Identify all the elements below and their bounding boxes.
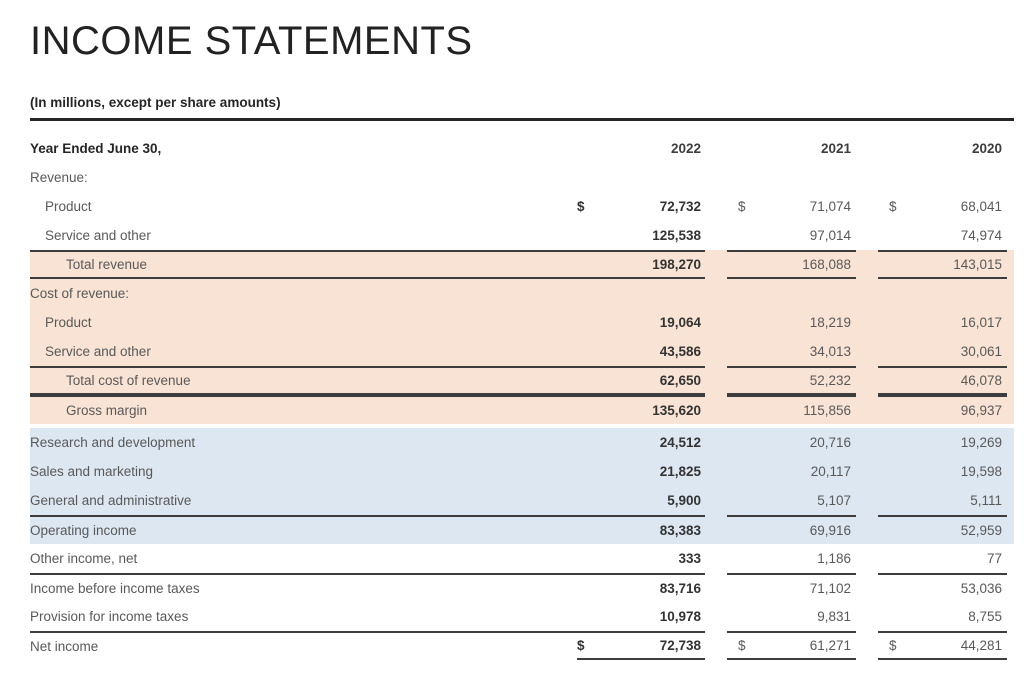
value-2022: 5,900 [667, 493, 701, 508]
row-label: Provision for income taxes [30, 609, 189, 624]
page-title: INCOME STATEMENTS [30, 19, 473, 63]
table-row [30, 457, 1014, 486]
row-label: Service and other [45, 344, 151, 359]
table-header-row [30, 134, 1014, 163]
header-rule [30, 118, 1014, 121]
value-2021: 69,916 [727, 515, 856, 544]
table-row [30, 337, 1014, 366]
table-body [30, 163, 1014, 660]
value-2022: 43,586 [659, 344, 701, 359]
value-2021: 20,117 [810, 464, 851, 479]
value-2021: 9,831 [817, 609, 851, 624]
value-2020: 19,598 [960, 464, 1002, 479]
table-row [30, 515, 1014, 544]
units-note: (In millions, except per share amounts) [30, 95, 281, 110]
value-2021: 20,716 [809, 435, 851, 450]
row-label: Net income [30, 639, 99, 654]
value-2022: 19,064 [659, 315, 701, 330]
table-row [30, 250, 1014, 279]
dollar-sign: $ [738, 638, 746, 653]
value-2020: 5,111 [970, 493, 1002, 508]
value-2022: 83,716 [659, 581, 701, 596]
table-row [30, 163, 1014, 192]
value-2022: 198,270 [652, 257, 701, 272]
dollar-sign: $ [889, 199, 897, 214]
value-2020: $ 44,281 [878, 631, 1007, 660]
row-label: Total cost of revenue [66, 373, 191, 388]
dollar-sign: $ [738, 199, 746, 214]
value-2021 [727, 163, 856, 192]
table-row [30, 602, 1014, 631]
value-2020: 74,974 [960, 228, 1002, 243]
value-2022: 10,978 [659, 609, 701, 624]
row-label: Other income, net [30, 551, 138, 566]
row-label: Total revenue [66, 257, 148, 272]
value-2022: 333 [678, 551, 701, 566]
value-2022: $ 72,732 [577, 199, 701, 214]
value-2022: 83,383 [659, 523, 701, 538]
value-2020: 30,061 [960, 344, 1002, 359]
row-label: Income before income taxes [30, 581, 200, 596]
table-row [30, 279, 1014, 308]
value-2021: $ 61,271 [727, 631, 856, 660]
table-header-label: Year Ended June 30, [30, 141, 162, 156]
row-label: Product [45, 199, 92, 214]
value-2020: 143,015 [878, 250, 1007, 279]
value-2020: 53,036 [878, 573, 1007, 602]
table-row [30, 631, 1014, 660]
value-2022 [577, 163, 705, 192]
row-label: Gross margin [66, 403, 148, 418]
value-2020: 16,017 [960, 315, 1002, 330]
value-2021: 168,088 [727, 250, 856, 279]
value-2020: 8,755 [968, 609, 1002, 624]
row-label: Cost of revenue: [30, 286, 130, 301]
value-2022: $ 72,738 [577, 633, 705, 660]
row-label: Service and other [45, 228, 151, 243]
value-2020: $ 68,041 [889, 199, 1002, 214]
value-2020: 46,078 [878, 366, 1007, 395]
value-2022: 125,538 [652, 228, 701, 243]
value-2022: 21,825 [659, 464, 701, 479]
table-row [30, 192, 1014, 221]
row-label: Product [45, 315, 92, 330]
value-2021: 71,102 [727, 573, 856, 602]
dollar-sign: $ [577, 199, 585, 214]
value-2022: 62,650 [659, 373, 701, 388]
value-2020: 96,937 [878, 395, 1007, 424]
table-row [30, 308, 1014, 337]
value-2021: 1,186 [817, 551, 851, 566]
year-column-2020: 2020 [971, 141, 1002, 156]
row-label: Revenue: [30, 170, 88, 185]
income-statement-table [30, 134, 1014, 660]
value-2020 [878, 163, 1007, 192]
value-2020: 52,959 [878, 515, 1007, 544]
value-2021 [727, 279, 856, 308]
year-column-2021: 2021 [820, 141, 851, 156]
table-row [30, 428, 1014, 457]
row-label: Research and development [30, 435, 196, 450]
dollar-sign: $ [889, 638, 897, 653]
value-2022: 135,620 [652, 403, 701, 418]
table-row [30, 221, 1014, 250]
value-2020: 77 [986, 551, 1002, 566]
table-row [30, 544, 1014, 573]
value-2022 [577, 279, 705, 308]
value-2020: 19,269 [960, 435, 1002, 450]
value-2022: 24,512 [659, 435, 701, 450]
row-label: Operating income [30, 523, 137, 538]
value-2021: $ 71,074 [738, 199, 851, 214]
year-column-2022: 2022 [670, 141, 701, 156]
table-row [30, 395, 1014, 424]
value-2021: 97,014 [809, 228, 851, 243]
table-row [30, 486, 1014, 515]
row-label: General and administrative [30, 493, 192, 508]
value-2021: 34,013 [809, 344, 851, 359]
value-2021: 5,107 [817, 493, 851, 508]
value-2020 [878, 279, 1007, 308]
table-row [30, 573, 1014, 602]
row-label: Sales and marketing [30, 464, 154, 479]
value-2021: 52,232 [727, 366, 856, 395]
value-2021: 115,856 [727, 395, 856, 424]
value-2021: 18,219 [809, 315, 851, 330]
table-row [30, 366, 1014, 395]
dollar-sign: $ [577, 638, 585, 653]
